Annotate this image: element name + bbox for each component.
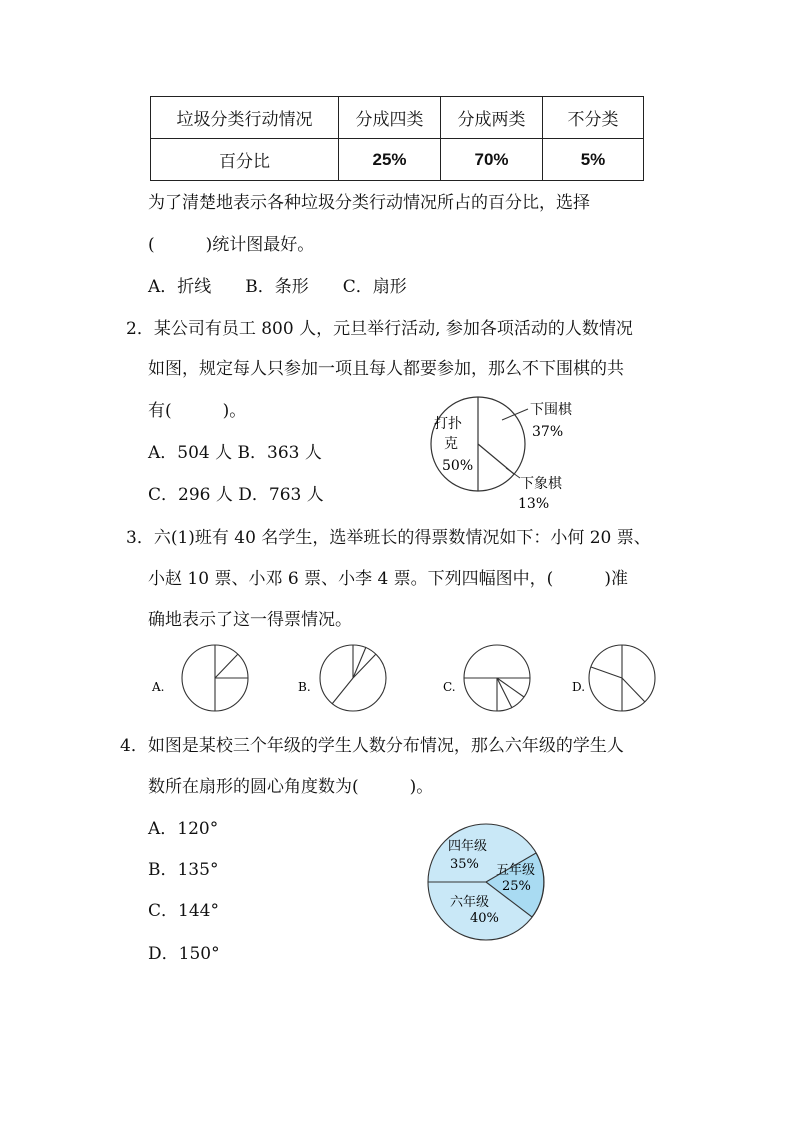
- table-cell: 25%: [339, 139, 441, 181]
- activity-pie-chart: [420, 390, 600, 514]
- q2-line1: 2．某公司有员工 800 人，元旦举行活动, 参加各项活动的人数情况: [126, 319, 633, 339]
- table-cell: 70%: [441, 139, 543, 181]
- option-label: D.: [572, 680, 586, 694]
- go-label: 下围棋: [530, 402, 572, 418]
- q3-line1: 3．六(1)班有 40 名学生，选举班长的得票数情况如下：小何 20 票、: [126, 528, 651, 548]
- grade6-label: 六年级: [450, 895, 490, 910]
- q3-line3: 确地表示了这一得票情况。: [148, 610, 352, 630]
- q4-option-a: A．120°: [148, 819, 219, 839]
- grade4-pct: 35%: [450, 857, 479, 872]
- q3-line2: 小赵 10 票、小邓 6 票、小李 4 票。下列四幅图中，( )准: [148, 569, 628, 589]
- go-pct: 37%: [532, 424, 564, 440]
- card-label: 克: [444, 436, 458, 452]
- q4-option-c: C．144°: [148, 901, 219, 921]
- table-cell: 分成两类: [441, 97, 543, 139]
- grade-pie-chart: [420, 822, 550, 942]
- table-cell: 不分类: [543, 97, 644, 139]
- q2-options-cd: C．296 人 D．763 人: [148, 485, 324, 505]
- q4-option-b: B．135°: [148, 860, 219, 880]
- card-label: 打扑: [434, 416, 462, 432]
- q2-line2: 如图，规定每人只参加一项且每人都要参加，那么不下围棋的共: [148, 359, 624, 379]
- q2-line3: 有( )。: [148, 401, 247, 421]
- grade4-label: 四年级: [448, 839, 488, 854]
- q2-options-ab: A．504 人 B．363 人: [148, 443, 322, 463]
- table-cell: 5%: [543, 139, 644, 181]
- q1-line1: 为了清楚地表示各种垃圾分类行动情况所占的百分比，选择: [148, 193, 590, 213]
- q4-line2: 数所在扇形的圆心角度数为( )。: [148, 777, 434, 797]
- q1-options: A．折线 B．条形 C．扇形: [148, 277, 407, 297]
- table-cell: 分成四类: [339, 97, 441, 139]
- option-label: C.: [443, 680, 456, 694]
- q1-line2: ( )统计图最好。: [148, 235, 315, 255]
- q4-option-d: D．150°: [148, 944, 220, 964]
- vote-options-figure: [150, 640, 670, 718]
- card-pct: 50%: [442, 458, 474, 474]
- action-table: [150, 96, 644, 181]
- table-cell: 百分比: [151, 139, 339, 181]
- option-label: B.: [298, 680, 311, 694]
- grade6-pct: 40%: [470, 911, 499, 926]
- table-row: [151, 139, 644, 181]
- chess-pct: 13%: [518, 496, 550, 512]
- chess-label: 下象棋: [520, 476, 562, 492]
- table-cell: 垃圾分类行动情况: [151, 97, 339, 139]
- grade5-label: 五年级: [496, 863, 536, 878]
- table-header-row: [151, 97, 644, 139]
- grade5-pct: 25%: [502, 879, 531, 894]
- option-label: A.: [152, 680, 165, 694]
- q4-line1: 4．如图是某校三个年级的学生人数分布情况，那么六年级的学生人: [120, 736, 624, 756]
